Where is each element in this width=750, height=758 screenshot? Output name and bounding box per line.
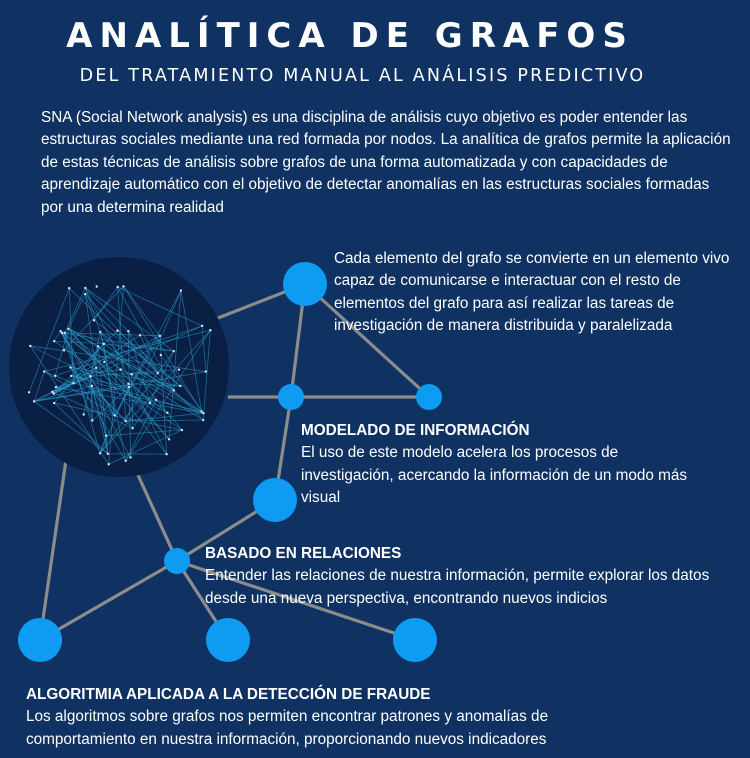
- network-dot: [202, 419, 204, 421]
- section-relaciones-heading: BASADO EN RELACIONES: [205, 545, 402, 562]
- network-dot: [127, 383, 129, 385]
- network-dot: [131, 427, 133, 429]
- graph-node: [393, 618, 437, 662]
- network-dot: [29, 345, 31, 347]
- network-dot: [96, 285, 98, 287]
- network-dot: [205, 370, 207, 372]
- network-dot: [180, 289, 182, 291]
- network-dot: [179, 385, 181, 387]
- network-dot: [119, 368, 121, 370]
- section-modelado: [301, 420, 701, 510]
- network-dot: [108, 463, 110, 465]
- network-dot: [125, 420, 127, 422]
- edge: [40, 561, 177, 640]
- network-dot: [116, 286, 118, 288]
- network-dot: [91, 385, 93, 387]
- graph-node: [416, 384, 442, 410]
- graph-node: [18, 618, 62, 662]
- network-dot: [127, 330, 129, 332]
- section-algoritmia: [26, 684, 626, 751]
- section-modelado-body: El uso de este modelo acelera los procesos de investigación, acercando la información de un modo más visual: [301, 444, 688, 507]
- network-dot: [130, 373, 132, 375]
- network-dot: [125, 460, 127, 462]
- network-dot: [64, 332, 66, 334]
- network-dot: [173, 350, 175, 352]
- network-dot: [95, 367, 97, 369]
- network-dot: [33, 400, 35, 402]
- network-dot: [105, 434, 107, 436]
- network-dot: [166, 412, 168, 414]
- section-modelado-heading: MODELADO DE INFORMACIÓN: [301, 422, 530, 439]
- network-dot: [168, 438, 170, 440]
- network-dot: [55, 386, 57, 388]
- network-dot: [53, 402, 55, 404]
- section-algoritmia-heading: ALGORITMIA APLICADA A LA DETECCIÓN DE FRAUDE: [26, 686, 431, 703]
- network-cluster-image: [9, 257, 229, 477]
- section-distribuido-body: Cada elemento del grafo se convierte en un elemento vivo capaz de comunicarse e interactuar con el resto de elementos del grafo para así realizar las tareas de investigación de manera distribuida y paralelizada: [334, 250, 730, 335]
- page-title: ANALÍTICA DE GRAFOS: [66, 16, 634, 56]
- network-dot: [178, 368, 180, 370]
- graph-node: [278, 384, 304, 410]
- section-algoritmia-body: Los algoritmos sobre grafos nos permiten encontrar patrones y anomalías de comportamiento en nuestra información, proporcionando nuevos indicadores: [26, 708, 549, 748]
- network-dot: [83, 413, 85, 415]
- network-dot: [69, 366, 71, 368]
- network-dot: [28, 391, 30, 393]
- network-dot: [160, 354, 162, 356]
- network-dot: [59, 330, 61, 332]
- page-subtitle: DEL TRATAMIENTO MANUAL AL ANÁLISIS PREDICTIVO: [79, 66, 646, 86]
- network-dot: [84, 293, 86, 295]
- graph-node: [164, 548, 190, 574]
- network-dot: [103, 361, 105, 363]
- network-dot: [43, 370, 45, 372]
- network-dot: [155, 399, 157, 401]
- graph-node: [283, 262, 327, 306]
- network-dot: [93, 319, 95, 321]
- network-dot: [157, 372, 159, 374]
- network-dot: [63, 349, 65, 351]
- network-dot: [200, 410, 202, 412]
- section-relaciones-body: Entender las relaciones de nuestra información, permite explorar los datos desde una nueva perspectiva, encontrando nuevos indicios: [205, 567, 710, 607]
- network-dot: [97, 345, 99, 347]
- network-dot: [159, 335, 161, 337]
- network-dot: [122, 285, 124, 287]
- network-dot: [103, 343, 105, 345]
- network-dot: [128, 386, 130, 388]
- network-dot: [70, 375, 72, 377]
- intro-paragraph: SNA (Social Network analysis) es una disciplina de análisis cuyo objetivo es poder entender las estructuras sociales mediante una red formada por nodos. La analítica de grafos permite la aplicación de estas técnicas de análisis sobre grafos de una forma automatizada y con capacidades de aprendizaje automático con el objetivo de detectar anomalías en las estructuras sociales formadas por una determina realidad: [41, 109, 731, 216]
- network-dot: [173, 389, 175, 391]
- network-dot: [53, 392, 55, 394]
- edge: [138, 475, 177, 561]
- graph-node: [206, 618, 250, 662]
- network-dot: [129, 456, 131, 458]
- network-dot: [84, 287, 86, 289]
- network-dot: [107, 453, 109, 455]
- network-dot: [165, 453, 167, 455]
- network-dot: [201, 325, 203, 327]
- network-dot: [99, 452, 101, 454]
- network-dot: [53, 340, 55, 342]
- network-dot: [114, 414, 116, 416]
- network-dot: [91, 419, 93, 421]
- network-dot: [202, 412, 204, 414]
- section-distribuido: [334, 248, 744, 338]
- network-dot: [68, 287, 70, 289]
- network-dot: [99, 331, 101, 333]
- edge: [40, 460, 66, 640]
- network-dot: [89, 375, 91, 377]
- network-dot: [116, 330, 118, 332]
- network-dot: [67, 328, 69, 330]
- network-dot: [209, 329, 211, 331]
- network-dot: [54, 375, 56, 377]
- network-dot: [72, 382, 74, 384]
- network-dot: [149, 401, 151, 403]
- graph-node: [253, 478, 297, 522]
- network-dot: [139, 334, 141, 336]
- network-dot: [181, 429, 183, 431]
- section-relaciones: [205, 543, 725, 610]
